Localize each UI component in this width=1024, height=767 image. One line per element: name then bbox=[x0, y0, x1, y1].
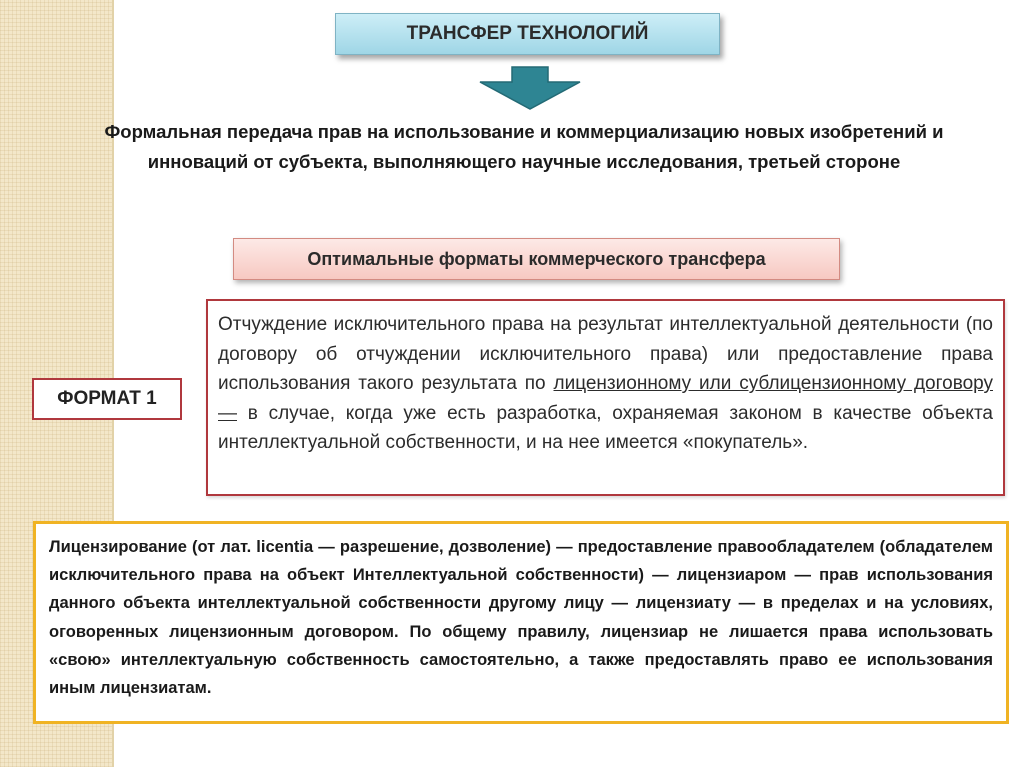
format-1-description bbox=[206, 299, 1005, 496]
format-1-text-part1: Отчуждение исключительного права на результат интеллектуальной деятельности (по договору об отчуждении исключительного права) или предоставление права использования такого результата по bbox=[218, 314, 993, 395]
format-1-label bbox=[32, 378, 182, 420]
slide-title bbox=[335, 13, 720, 55]
slide-title-text: ТРАНСФЕР ТЕХНОЛОГИЙ bbox=[406, 23, 649, 44]
definition-text: Формальная передача прав на использование и коммерциализацию новых изобретений и инноваций от субъекта, выполняющего научные исследования, третьей стороне bbox=[104, 121, 944, 172]
format-1-text-part2: в случае, когда уже есть разработка, охраняемая законом в качестве объекта интеллектуальной собственности, и на нее имеется «покупатель». bbox=[218, 402, 993, 454]
licensing-definition bbox=[33, 521, 1009, 724]
format-1-label-text: ФОРМАТ 1 bbox=[57, 388, 157, 409]
down-arrow-icon bbox=[478, 66, 582, 110]
formats-heading bbox=[233, 238, 840, 280]
format-1-text-underlined: лицензионному или сублицензионному договору — bbox=[218, 373, 993, 424]
formats-heading-text: Оптимальные форматы коммерческого трансфера bbox=[307, 248, 766, 269]
licensing-text: Лицензирование (от лат. licentia — разрешение, дозволение) — предоставление правообладателем (обладателем исключительного права на объект Интеллектуальной собственности) — лицензиаром — прав использования данного объекта интеллектуальной собственности другому лицу — лицензиату — в пределах и на условиях, оговоренных лицензионным договором. По общему правилу, лицензиар не лишается права использовать «свою» интеллектуальную собственность самостоятельно, а также предоставлять право ее использования иным лицензиатам. bbox=[49, 538, 993, 698]
